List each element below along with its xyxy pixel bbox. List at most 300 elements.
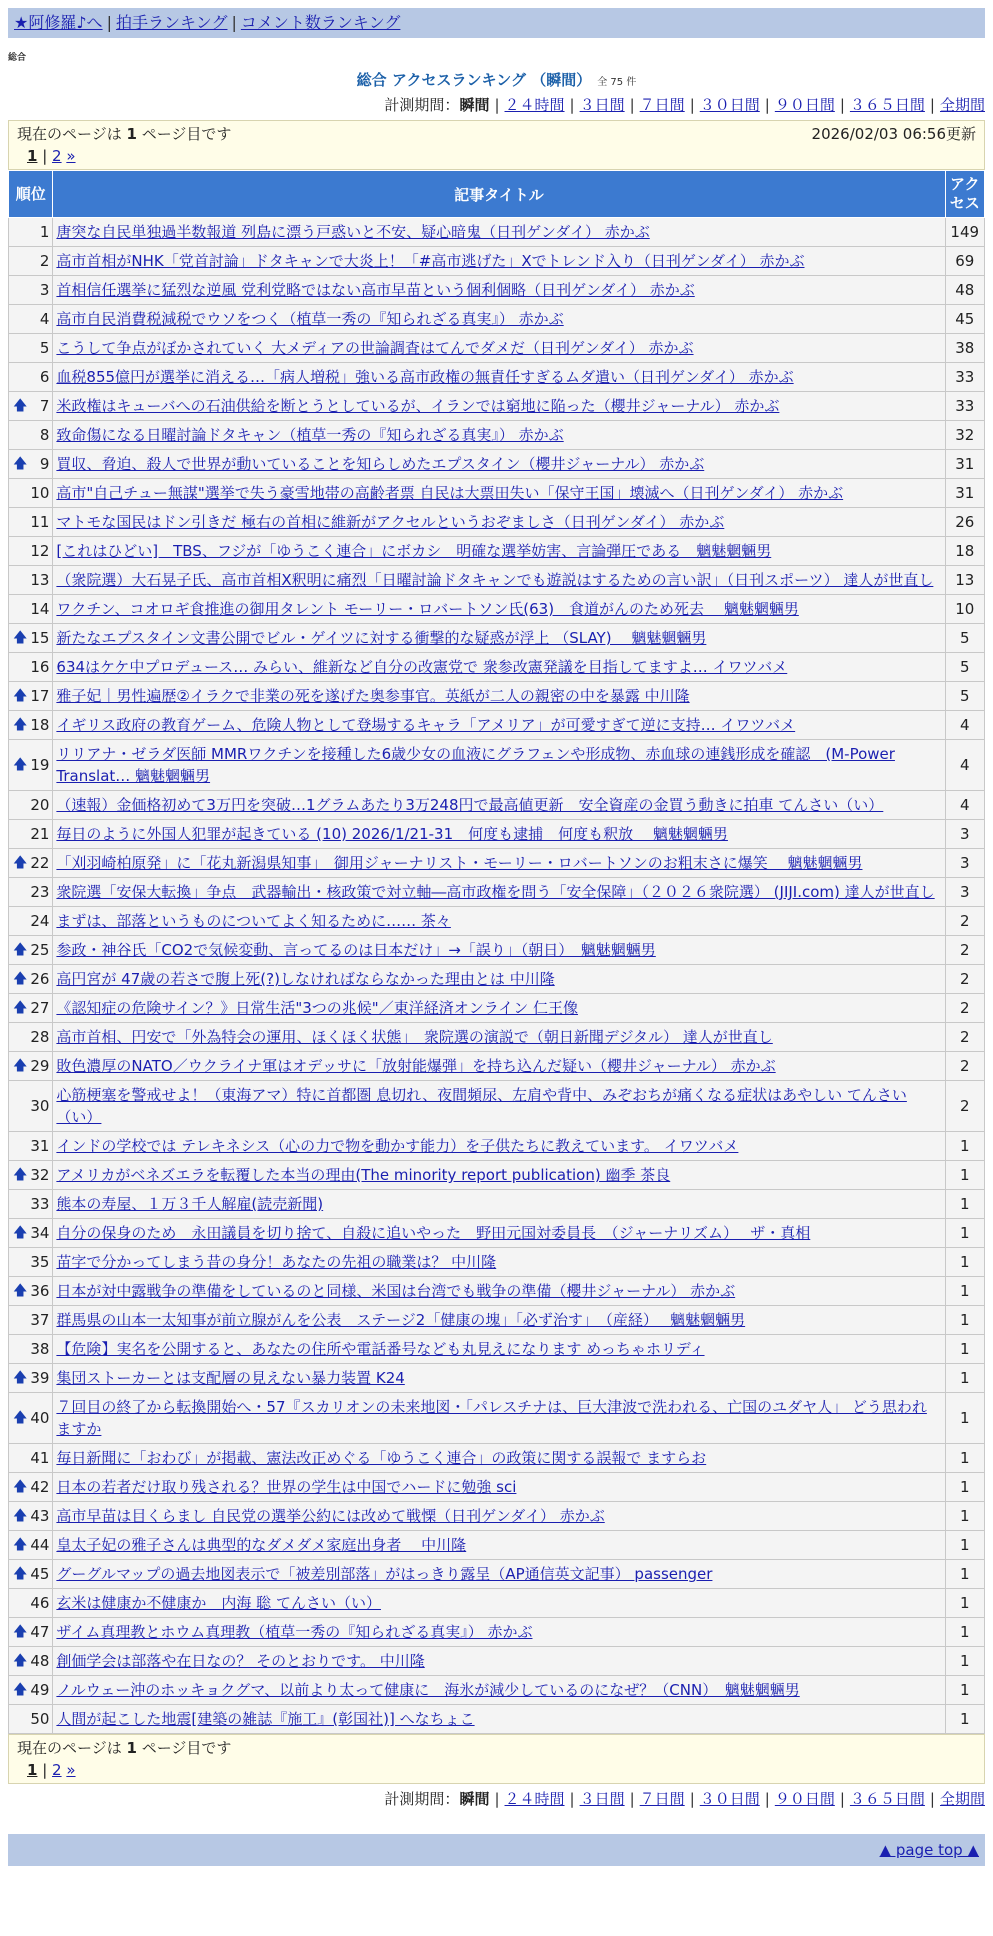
article-title-link[interactable]: 心筋梗塞を警戒せよ！（東海アマ）特に首都圏 息切れ、夜間頻尿、左肩や背中、みぞおちが痛くなる症状はあやしい てんさい（い） (56, 1086, 907, 1126)
rank-number: 48 (30, 1652, 50, 1670)
access-count: 33 (945, 363, 985, 392)
access-count: 26 (945, 508, 985, 537)
table-row (9, 392, 985, 421)
period-separator: | (839, 1790, 845, 1808)
nav-link-ashura[interactable]: ★阿修羅♪へ (14, 13, 103, 32)
access-count: 1 (945, 1393, 985, 1444)
table-row (9, 994, 985, 1023)
table-row (9, 1023, 985, 1052)
rank-number: 4 (39, 310, 50, 328)
article-title-link[interactable]: 《認知症の危険サイン？》日常生活"3つの兆候"／東洋経済オンライン 仁王像 (56, 999, 579, 1017)
pager-page-link[interactable]: 2 (52, 147, 62, 165)
access-count: 1 (945, 1531, 985, 1560)
table-row (9, 653, 985, 682)
period-link[interactable]: ７日間 (639, 96, 685, 114)
title-cell (53, 218, 945, 247)
rank-cell (9, 1306, 53, 1335)
table-row (9, 907, 985, 936)
rank-cell (9, 334, 53, 363)
access-count: 1 (945, 1676, 985, 1705)
title-cell (53, 1219, 945, 1248)
period-separator: | (689, 96, 695, 114)
rank-cell (9, 595, 53, 624)
rank-number: 12 (30, 542, 50, 560)
table-row (9, 1132, 985, 1161)
article-title-link[interactable]: ワクチン、コオロギ食推進の御用タレント モーリー・ロバートソン氏(63) 食道がんのため死去 魑魅魍魎男 (56, 600, 799, 618)
rank-number: 3 (39, 281, 50, 299)
period-link[interactable]: ３６５日間 (849, 1790, 925, 1808)
article-title-link[interactable]: マトモな国民はドン引きだ 極右の首相に維新がアクセルというおぞましさ（日刊ゲンダイ） 赤かぶ (56, 513, 725, 531)
table-row (9, 1560, 985, 1589)
access-count: 3 (945, 878, 985, 907)
rank-number: 36 (30, 1282, 50, 1300)
article-title-link[interactable]: 群馬県の山本一太知事が前立腺がんを公表 ステージ2「健康の塊」「必ず治す」 （産経） 魑魅魍魎男 (56, 1311, 746, 1329)
nav-separator: | (106, 13, 112, 32)
period-link[interactable]: 全期間 (939, 1790, 985, 1808)
table-row (9, 965, 985, 994)
rank-number: 37 (30, 1311, 50, 1329)
table-header-row (9, 171, 985, 218)
rank-cell (9, 1190, 53, 1219)
period-selector-bottom (0, 1788, 985, 1810)
article-title-link[interactable]: 衆院選「安保大転換」争点 武器輸出・核政策で対立軸―高市政権を問う「安全保障」（２０２６衆院選） (JIJI.com) 達人が世直し (56, 883, 935, 901)
rank-up-arrow-icon: 🡅 (13, 1283, 28, 1299)
table-row (9, 1052, 985, 1081)
article-title-link[interactable]: 首相信任選挙に猛烈な逆風 党利党略ではない高市早苗という個利個略（日刊ゲンダイ） 赤かぶ (56, 281, 695, 299)
title-cell (53, 1618, 945, 1647)
rank-up-arrow-icon: 🡅 (13, 855, 28, 871)
table-row (9, 1502, 985, 1531)
article-title-link[interactable]: リリアナ・ゼラダ医師 MMRワクチンを接種した6歳少女の血液にグラフェンや形成物、赤血球の連銭形成を確認 (M-Power Translat… 魑魅魍魎男 (56, 745, 895, 785)
title-cell (53, 740, 945, 791)
article-title-link[interactable]: イギリス政府の教育ゲーム、危険人物として登場するキャラ「アメリア」が可愛すぎて逆に支持… イワツバメ (56, 716, 796, 734)
period-link[interactable]: ３日間 (579, 1790, 625, 1808)
rank-number: 46 (30, 1594, 50, 1612)
rank-cell (9, 820, 53, 849)
access-count: 1 (945, 1589, 985, 1618)
article-title-link[interactable]: 高市首相がNHK「党首討論」ドタキャンで大炎上！「#高市逃げた」Xでトレンド入り（日刊ゲンダイ） 赤かぶ (56, 252, 805, 270)
access-count: 1 (945, 1560, 985, 1589)
article-title-link[interactable]: 高市首相、円安で「外為特会の運用、ほくほく状態」 衆院選の演説で（朝日新聞デジタル） 達人が世直し (56, 1028, 773, 1046)
title-cell (53, 566, 945, 595)
rank-number: 40 (30, 1409, 50, 1427)
table-row (9, 1647, 985, 1676)
period-link[interactable]: 全期間 (939, 96, 985, 114)
article-title-link[interactable]: 新たなエプスタイン文書公開でビル・ゲイツに対する衝撃的な疑惑が浮上 （SLAY) 魑魅魍魎男 (56, 629, 707, 647)
access-count: 38 (945, 334, 985, 363)
rank-number: 16 (30, 658, 50, 676)
paging-box-bottom (8, 1734, 985, 1784)
article-title-link[interactable]: まずは、部落というものについてよく知るために…… 茶々 (56, 912, 451, 930)
period-separator: | (929, 1790, 935, 1808)
article-title-link[interactable]: 【危険】実名を公開すると、あなたの住所や電話番号なども丸見えになります めっちゃホリディ (56, 1340, 705, 1358)
article-title-link[interactable]: 買収、脅迫、殺人で世界が動いていることを知らしめたエプスタイン（櫻井ジャーナル） 赤かぶ (56, 455, 705, 473)
period-link[interactable]: ７日間 (639, 1790, 685, 1808)
article-title-link[interactable]: 米政権はキューバへの石油供給を断とうとしているが、イランでは窮地に陥った（櫻井ジャーナル） 赤かぶ (56, 397, 780, 415)
table-row (9, 624, 985, 653)
period-link[interactable]: ２４時間 (504, 96, 565, 114)
table-row (9, 1705, 985, 1734)
article-title-link[interactable]: 集団ストーカーとは支配層の見えない暴力装置 K24 (56, 1369, 405, 1387)
header-title: 記事タイトル (53, 171, 945, 218)
page-top-link[interactable]: ▲ page top ▲ (879, 1841, 979, 1859)
article-title-link[interactable]: 自分の保身のため 永田議員を切り捨て、自殺に追いやった 野田元国対委員長 （ジャーナリズム） ザ・真相 (56, 1224, 811, 1242)
table-row (9, 1306, 985, 1335)
title-cell (53, 508, 945, 537)
title-cell (53, 1647, 945, 1676)
rank-cell (9, 1676, 53, 1705)
article-title-link[interactable]: 高市自民消費税減税でウソをつく（植草一秀の『知られざる真実』） 赤かぶ (56, 310, 564, 328)
rank-number: 1 (39, 223, 50, 241)
title-cell (53, 305, 945, 334)
access-count: 1 (945, 1705, 985, 1734)
period-separator: | (764, 1790, 770, 1808)
rank-up-arrow-icon: 🡅 (13, 1225, 28, 1241)
access-count: 13 (945, 566, 985, 595)
article-title-link[interactable]: ノルウェー沖のホッキョクグマ、以前より太って健康に 海氷が減少しているのになぜ？（CNN） 魑魅魍魎男 (56, 1681, 800, 1699)
ranking-table (8, 170, 985, 1734)
rank-number: 27 (30, 999, 50, 1017)
rank-up-arrow-icon: 🡅 (13, 1370, 28, 1386)
article-title-link[interactable]: （速報）金価格初めて3万円を突破…1グラムあたり3万248円で最高値更新 安全資産の金買う動きに拍車 てんさい（い） (56, 796, 884, 814)
pager-page-link[interactable]: 2 (52, 1761, 62, 1779)
period-separator: | (764, 96, 770, 114)
period-link[interactable]: ９０日間 (774, 1790, 835, 1808)
access-count: 18 (945, 537, 985, 566)
nav-link-clap-ranking[interactable]: 拍手ランキング (115, 13, 228, 32)
title-cell (53, 1364, 945, 1393)
rank-number: 39 (30, 1369, 50, 1387)
rank-cell (9, 907, 53, 936)
rank-number: 38 (30, 1340, 50, 1358)
rank-cell (9, 624, 53, 653)
table-row (9, 508, 985, 537)
title-cell (53, 1676, 945, 1705)
access-count: 69 (945, 247, 985, 276)
rank-number: 31 (30, 1137, 50, 1155)
period-link[interactable]: ３日間 (579, 96, 625, 114)
access-count: 1 (945, 1306, 985, 1335)
rank-up-arrow-icon: 🡅 (13, 942, 28, 958)
period-separator: | (569, 1790, 575, 1808)
rank-number: 24 (30, 912, 50, 930)
header-access: アクセス (945, 171, 985, 218)
rank-number: 23 (30, 883, 50, 901)
table-row (9, 363, 985, 392)
rank-cell (9, 1618, 53, 1647)
title-cell (53, 1161, 945, 1190)
rank-cell (9, 305, 53, 334)
article-title-link[interactable]: グーグルマップの過去地図表示で「被差別部落」がはっきり露呈（AP通信英文記事） passenger (56, 1565, 713, 1583)
title-cell (53, 363, 945, 392)
rank-number: 42 (30, 1478, 50, 1496)
rank-cell (9, 421, 53, 450)
access-count: 1 (945, 1248, 985, 1277)
access-count: 2 (945, 936, 985, 965)
nav-link-comment-ranking[interactable]: コメント数ランキング (240, 13, 401, 32)
rank-cell (9, 849, 53, 878)
paging-box-top (8, 120, 985, 170)
rank-cell (9, 218, 53, 247)
rank-cell (9, 1560, 53, 1589)
article-title-link[interactable]: 致命傷になる日曜討論ドタキャン（植草一秀の『知られざる真実』） 赤かぶ (56, 426, 564, 444)
table-row (9, 711, 985, 740)
rank-up-arrow-icon: 🡅 (13, 1058, 28, 1074)
period-separator: | (839, 96, 845, 114)
rank-cell (9, 965, 53, 994)
total-count: 全 75 件 (597, 77, 637, 88)
title-cell (53, 1023, 945, 1052)
title-cell (53, 1248, 945, 1277)
access-count: 1 (945, 1618, 985, 1647)
title-cell (53, 1132, 945, 1161)
rank-number: 33 (30, 1195, 50, 1213)
pager-next-link[interactable]: » (66, 1761, 76, 1779)
article-title-link[interactable]: 参政・神谷氏「CO2で気候変動、言ってるのは日本だけ」→「誤り」（朝日） 魑魅魍魎男 (56, 941, 656, 959)
title-cell (53, 682, 945, 711)
article-title-link[interactable]: 血税855億円が選挙に消える…「病人増税」強いる高市政権の無責任すぎるムダ遣い（日刊ゲンダイ） 赤かぶ (56, 368, 794, 386)
access-count: 2 (945, 1023, 985, 1052)
rank-cell (9, 791, 53, 820)
article-title-link[interactable]: 人間が起こした地震[建築の雑誌『施工』(彰国社)] へなちょこ (56, 1710, 475, 1728)
rank-number: 17 (30, 687, 50, 705)
article-title-link[interactable]: 熊本の寿屋、１万３千人解雇(読売新聞) (56, 1195, 324, 1213)
title-cell (53, 537, 945, 566)
title-cell (53, 994, 945, 1023)
article-title-link[interactable]: 創価学会は部落や在日なの？ そのとおりです。 中川隆 (56, 1652, 425, 1670)
title-cell (53, 791, 945, 820)
access-count: 2 (945, 965, 985, 994)
article-title-link[interactable]: （衆院選）大石晃子氏、高市首相X釈明に痛烈「日曜討論ドタキャンでも遊説はするための言い訳」（日刊スポーツ） 達人が世直し (56, 571, 934, 589)
period-link[interactable]: ２４時間 (504, 1790, 565, 1808)
article-title-link[interactable]: 唐突な自民単独過半数報道 列島に漂う戸惑いと不安、疑心暗鬼（日刊ゲンダイ） 赤かぶ (56, 223, 650, 241)
article-title-link[interactable]: 高円宮が 47歳の若さで腹上死(?)しなければならなかった理由とは 中川隆 (56, 970, 555, 988)
pager-next-link[interactable]: » (66, 147, 76, 165)
table-row (9, 1081, 985, 1132)
pager-bottom (17, 1759, 976, 1781)
title-cell (53, 595, 945, 624)
rank-number: 34 (30, 1224, 50, 1242)
period-separator: | (494, 1790, 500, 1808)
article-title-link[interactable]: インドの学校では テレキネシス（心の力で物を動かす能力）を子供たちに教えています。 イワツバメ (56, 1137, 739, 1155)
ranking-title: 総合 アクセスランキング （瞬間） (356, 71, 592, 89)
rank-cell (9, 1023, 53, 1052)
current-page-text: 現在のページは 1 ページ目です (17, 125, 232, 143)
rank-number: 2 (39, 252, 50, 270)
title-cell (53, 878, 945, 907)
rank-cell (9, 392, 53, 421)
access-count: 1 (945, 1132, 985, 1161)
period-link[interactable]: ９０日間 (774, 96, 835, 114)
access-count: 1 (945, 1190, 985, 1219)
article-title-link[interactable]: 634はケケ中プロデュース… みらい、維新など自分の改憲党で 衆参改憲発議を目指してますよ… イワツバメ (56, 658, 788, 676)
pager-separator: | (37, 147, 53, 165)
table-row (9, 1161, 985, 1190)
title-cell (53, 1393, 945, 1444)
table-row (9, 1589, 985, 1618)
title-cell (53, 247, 945, 276)
article-title-link[interactable]: 高市早苗は目くらまし 自民党の選挙公約には改めて戦慄（日刊ゲンダイ） 赤かぶ (56, 1507, 605, 1525)
rank-cell (9, 1705, 53, 1734)
rank-cell (9, 1393, 53, 1444)
access-count: 1 (945, 1277, 985, 1306)
title-cell (53, 653, 945, 682)
rank-cell (9, 1444, 53, 1473)
period-current: 瞬間 (459, 96, 490, 114)
rank-cell (9, 1364, 53, 1393)
rank-number: 9 (39, 455, 50, 473)
rank-cell (9, 682, 53, 711)
table-row (9, 1364, 985, 1393)
table-row (9, 1248, 985, 1277)
rank-number: 32 (30, 1166, 50, 1184)
period-separator: | (929, 96, 935, 114)
rank-number: 41 (30, 1449, 50, 1467)
rank-cell (9, 711, 53, 740)
top-nav-bar (8, 8, 985, 38)
rank-up-arrow-icon: 🡅 (13, 630, 28, 646)
title-cell (53, 1531, 945, 1560)
period-separator: | (629, 96, 635, 114)
rank-cell (9, 1647, 53, 1676)
article-title-link[interactable]: 雅子妃｜男性遍歴②イラクで非業の死を遂げた奥参事官。英紙が二人の親密の中を暴露 中川隆 (56, 687, 690, 705)
table-row (9, 1531, 985, 1560)
period-link[interactable]: ３６５日間 (849, 96, 925, 114)
access-count: 1 (945, 1473, 985, 1502)
access-count: 5 (945, 653, 985, 682)
rank-up-arrow-icon: 🡅 (13, 1000, 28, 1016)
rank-up-arrow-icon: 🡅 (13, 1167, 28, 1183)
access-count: 32 (945, 421, 985, 450)
article-title-link[interactable]: 「刈羽崎柏原発」に「花丸新潟県知事」 御用ジャーナリスト・モーリー・ロバートソンのお粗末さに爆笑 魑魅魍魎男 (56, 854, 863, 872)
access-count: 4 (945, 791, 985, 820)
period-label: 計測期間： (384, 96, 460, 114)
article-title-link[interactable]: ７回目の終了から転換開始へ・57『スカリオンの未来地図・「パレスチナは、巨大津波で洗われる、亡国のユダヤ人」 どう思われますか (56, 1398, 927, 1438)
title-cell (53, 1444, 945, 1473)
title-cell (53, 276, 945, 305)
title-cell (53, 1190, 945, 1219)
title-cell (53, 907, 945, 936)
table-row (9, 1190, 985, 1219)
pager-separator: | (37, 1761, 53, 1779)
rank-up-arrow-icon: 🡅 (13, 1508, 28, 1524)
rank-up-arrow-icon: 🡅 (13, 1624, 28, 1640)
table-row (9, 1335, 985, 1364)
table-row (9, 878, 985, 907)
title-cell (53, 421, 945, 450)
article-title-link[interactable]: 毎日新聞に「おわび」が掲載、憲法改正めぐる「ゆうこく連合」の政策に関する誤報で ますらお (56, 1449, 707, 1467)
rank-up-arrow-icon: 🡅 (13, 1537, 28, 1553)
rank-up-arrow-icon: 🡅 (13, 398, 28, 414)
pager-top (17, 145, 976, 167)
title-cell (53, 450, 945, 479)
pager-current-page: 1 (27, 1761, 38, 1779)
rank-number: 26 (30, 970, 50, 988)
rank-number: 11 (30, 513, 50, 531)
rank-cell (9, 1502, 53, 1531)
rank-number: 6 (39, 368, 50, 386)
title-cell (53, 1081, 945, 1132)
rank-cell (9, 1161, 53, 1190)
article-title-link[interactable]: 玄米は健康か不健康か 内海 聡 てんさい（い） (56, 1594, 381, 1612)
title-cell (53, 1705, 945, 1734)
table-row (9, 682, 985, 711)
rank-number: 5 (39, 339, 50, 357)
access-count: 4 (945, 711, 985, 740)
access-count: 3 (945, 849, 985, 878)
article-title-link[interactable]: 苗字で分かってしまう昔の身分！あなたの先祖の職業は？ 中川隆 (56, 1253, 497, 1271)
rank-number: 7 (39, 397, 50, 415)
rank-up-arrow-icon: 🡅 (13, 1653, 28, 1669)
title-cell (53, 1335, 945, 1364)
rank-up-arrow-icon: 🡅 (13, 456, 28, 472)
rank-cell (9, 1052, 53, 1081)
access-count: 2 (945, 1052, 985, 1081)
rank-number: 10 (30, 484, 50, 502)
table-row (9, 1618, 985, 1647)
access-count: 1 (945, 1502, 985, 1531)
article-title-link[interactable]: 毎日のように外国人犯罪が起きている (10) 2026/1/21-31 何度も逮捕 何度も釈放 魑魅魍魎男 (56, 825, 728, 843)
rank-number: 13 (30, 571, 50, 589)
table-row (9, 218, 985, 247)
rank-cell (9, 1335, 53, 1364)
article-title-link[interactable]: 高市"自己チュー無謀"選挙で失う豪雪地帯の高齢者票 自民は大票田失い「保守王国」壊滅へ（日刊ゲンダイ） 赤かぶ (56, 484, 844, 502)
table-row (9, 305, 985, 334)
article-title-link[interactable]: 日本の若者だけ取り残される？世界の学生は中国でハードに勉強 sci (56, 1478, 517, 1496)
article-title-link[interactable]: [これはひどい] TBS、フジが「ゆうこく連合」にボカシ 明確な選挙妨害、言論弾圧である 魑魅魍魎男 (56, 542, 772, 560)
rank-cell (9, 740, 53, 791)
rank-cell (9, 508, 53, 537)
rank-number: 14 (30, 600, 50, 618)
article-title-link[interactable]: アメリカがベネズエラを転覆した本当の理由(The minority report publication) 幽季 茶良 (56, 1166, 671, 1184)
table-row (9, 1444, 985, 1473)
rank-number: 45 (30, 1565, 50, 1583)
title-cell (53, 1473, 945, 1502)
current-page-text-bottom: 現在のページは 1 ページ目です (17, 1739, 232, 1757)
title-cell (53, 334, 945, 363)
period-separator: | (494, 96, 500, 114)
table-row (9, 791, 985, 820)
title-cell (53, 1589, 945, 1618)
rank-number: 18 (30, 716, 50, 734)
table-row (9, 849, 985, 878)
table-row (9, 1277, 985, 1306)
article-title-link[interactable]: 敗色濃厚のNATO／ウクライナ軍はオデッサに「放射能爆弾」を持ち込んだ疑い（櫻井ジャーナル） 赤かぶ (56, 1057, 776, 1075)
period-link[interactable]: ３０日間 (699, 1790, 760, 1808)
rank-cell (9, 1531, 53, 1560)
access-count: 5 (945, 624, 985, 653)
period-current: 瞬間 (459, 1790, 490, 1808)
table-row (9, 1393, 985, 1444)
rank-cell (9, 1248, 53, 1277)
access-count: 33 (945, 392, 985, 421)
period-link[interactable]: ３０日間 (699, 96, 760, 114)
rank-number: 22 (30, 854, 50, 872)
title-cell (53, 1306, 945, 1335)
access-count: 31 (945, 479, 985, 508)
article-title-link[interactable]: こうして争点がぼかされていく 大メディアの世論調査はてんでダメだ（日刊ゲンダイ） 赤かぶ (56, 339, 694, 357)
article-title-link[interactable]: ザイム真理教とホウム真理教（植草一秀の『知られざる真実』） 赤かぶ (56, 1623, 533, 1641)
rank-number: 50 (30, 1710, 50, 1728)
access-count: 2 (945, 907, 985, 936)
article-title-link[interactable]: 皇太子妃の雅子さんは典型的なダメダメ家庭出身者 中川隆 (56, 1536, 467, 1554)
rank-number: 43 (30, 1507, 50, 1525)
access-count: 31 (945, 450, 985, 479)
rank-cell (9, 1081, 53, 1132)
article-title-link[interactable]: 日本が対中露戦争の準備をしているのと同様、米国は台湾でも戦争の準備（櫻井ジャーナル） 赤かぶ (56, 1282, 736, 1300)
rank-cell (9, 936, 53, 965)
rank-number: 29 (30, 1057, 50, 1075)
